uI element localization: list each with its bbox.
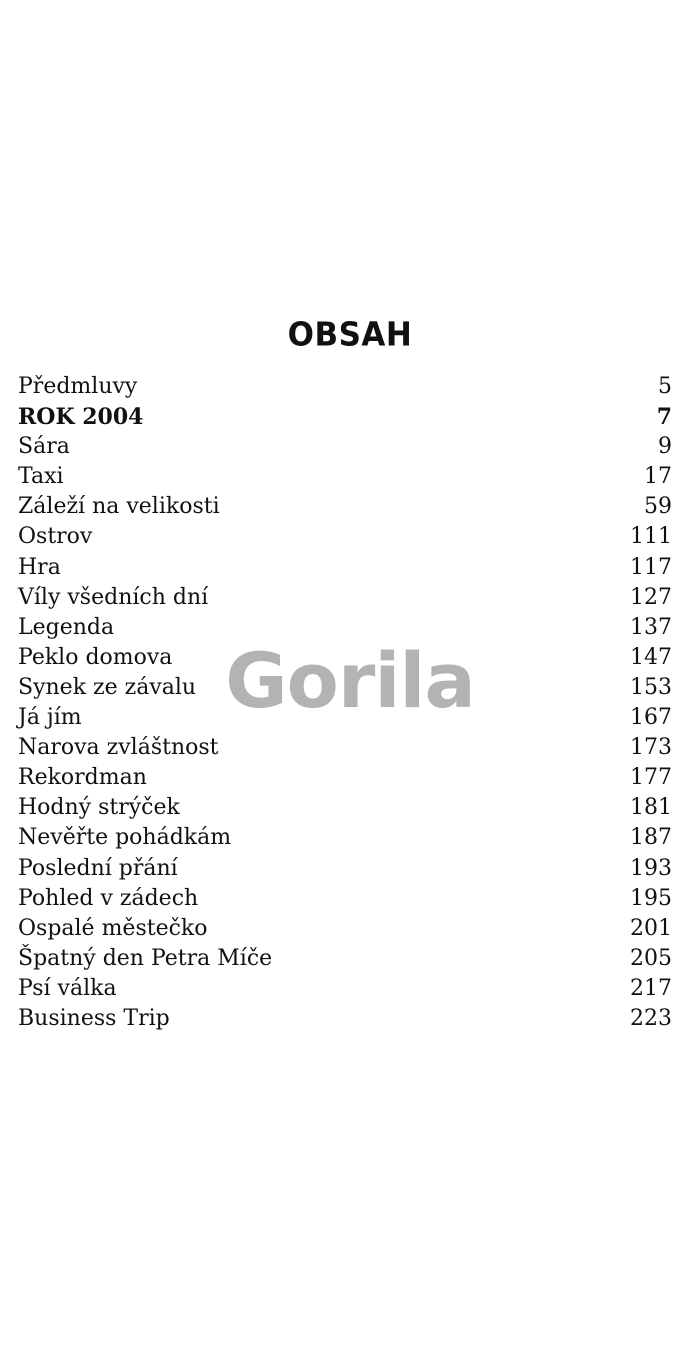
toc-entry-page-number: 177 xyxy=(630,765,672,791)
toc-entry-title: Taxi xyxy=(18,464,64,490)
toc-entry-title: Synek ze závalu xyxy=(18,674,197,700)
toc-entry xyxy=(18,733,672,763)
toc-entry-title: Ostrov xyxy=(18,524,93,550)
toc-entry-title: Hra xyxy=(18,554,61,580)
toc-entry xyxy=(18,703,672,733)
toc-entry-page-number: 117 xyxy=(630,554,672,580)
toc-entry-title: Narova zvláštnost xyxy=(18,735,219,761)
toc-entry xyxy=(18,462,672,492)
toc-entry-title: Business Trip xyxy=(18,1005,170,1031)
toc-entry xyxy=(18,372,672,402)
toc-entry xyxy=(18,1004,672,1034)
toc-entry-page-number: 147 xyxy=(630,644,672,670)
toc-entry xyxy=(18,583,672,613)
toc-entry-page-number: 17 xyxy=(644,464,672,490)
toc-entry-title: ROK 2004 xyxy=(18,404,144,431)
toc-entry xyxy=(18,432,672,462)
toc-entry-page-number: 127 xyxy=(630,584,672,610)
toc-entry-title: Nevěřte pohádkám xyxy=(18,825,232,851)
toc-entry xyxy=(18,914,672,944)
toc-entry-page-number: 7 xyxy=(656,404,672,431)
toc-entry xyxy=(18,944,672,974)
toc-entry-page-number: 195 xyxy=(630,885,672,911)
toc-entry-page-number: 173 xyxy=(630,735,672,761)
toc-entry xyxy=(18,613,672,643)
toc-entry-page-number: 153 xyxy=(630,674,672,700)
toc-entry-title: Peklo domova xyxy=(18,644,173,670)
toc-entry xyxy=(18,643,672,673)
toc-entry xyxy=(18,793,672,823)
toc-entry-page-number: 187 xyxy=(630,825,672,851)
toc-entry-page-number: 205 xyxy=(630,945,672,971)
toc-entry-page-number: 9 xyxy=(658,434,672,460)
toc-entry-page-number: 167 xyxy=(630,705,672,731)
toc-entry-title: Hodný strýček xyxy=(18,795,180,821)
table-of-contents xyxy=(18,372,672,1034)
toc-entry-title: Špatný den Petra Míče xyxy=(18,945,273,971)
toc-entry-title: Poslední přání xyxy=(18,855,178,881)
toc-entry-title: Rekordman xyxy=(18,765,147,791)
toc-entry-page-number: 217 xyxy=(630,975,672,1001)
toc-entry-page-number: 193 xyxy=(630,855,672,881)
toc-entry xyxy=(18,854,672,884)
toc-entry-title: Psí válka xyxy=(18,975,117,1001)
toc-entry xyxy=(18,673,672,703)
toc-entry-title: Ospalé městečko xyxy=(18,915,208,941)
toc-entry-title: Já jím xyxy=(18,705,82,731)
toc-entry xyxy=(18,492,672,522)
toc-entry-page-number: 5 xyxy=(658,374,672,399)
toc-entry-title: Záleží na velikosti xyxy=(18,494,220,520)
toc-entry-title: Pohled v zádech xyxy=(18,885,199,911)
toc-entry xyxy=(18,522,672,552)
toc-entry xyxy=(18,763,672,793)
toc-entry-page-number: 137 xyxy=(630,614,672,640)
toc-entry xyxy=(18,553,672,583)
toc-entry xyxy=(18,974,672,1004)
toc-entry-title: Legenda xyxy=(18,614,115,640)
toc-entry-page-number: 59 xyxy=(644,494,672,520)
toc-section-heading xyxy=(18,402,672,432)
toc-entry-title: Víly všedních dní xyxy=(18,584,209,610)
toc-entry xyxy=(18,823,672,853)
page-title: OBSAH xyxy=(287,315,413,354)
toc-entry-page-number: 201 xyxy=(630,915,672,941)
watermark-logo: Gorila xyxy=(225,636,475,725)
toc-entry xyxy=(18,884,672,914)
toc-entry-page-number: 223 xyxy=(630,1005,672,1031)
toc-entry-title: Sára xyxy=(18,434,70,460)
toc-entry-title: Předmluvy xyxy=(18,374,138,399)
toc-entry-page-number: 111 xyxy=(630,524,672,550)
toc-entry-page-number: 181 xyxy=(630,795,672,821)
